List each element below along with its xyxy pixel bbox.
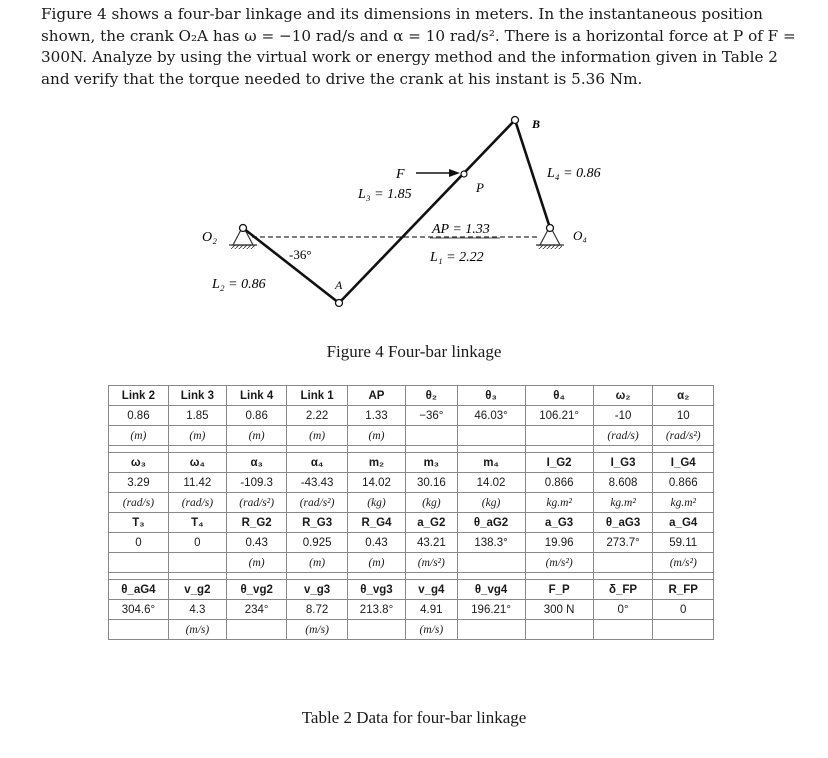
label-a: A — [335, 278, 343, 292]
table-row — [109, 493, 714, 513]
label-ap: AP = 1.33 — [432, 222, 490, 237]
figure-caption: Figure 4 Four-bar linkage — [326, 342, 502, 361]
table-cell: kg.m² — [525, 493, 593, 513]
table-cell: 14.02 — [457, 473, 525, 493]
table-cell — [109, 620, 169, 640]
table-cell: θ_vg4 — [457, 580, 525, 600]
point-p — [461, 171, 467, 177]
table-cell — [168, 573, 226, 580]
label-f: F — [396, 167, 405, 182]
table-cell: 2.22 — [287, 406, 347, 426]
table-cell: θ_aG4 — [109, 580, 169, 600]
table-row — [109, 580, 714, 600]
table-cell — [525, 426, 593, 446]
table-cell: 0 — [653, 600, 714, 620]
table-row — [109, 426, 714, 446]
table-cell: (rad/s) — [593, 426, 653, 446]
table-spacer-row — [109, 446, 714, 453]
table-cell: (m) — [347, 553, 405, 573]
table-cell: T₃ — [109, 513, 169, 533]
table-cell — [525, 620, 593, 640]
table-row — [109, 473, 714, 493]
table-cell — [593, 446, 653, 453]
table-cell: α₄ — [287, 453, 347, 473]
table-cell: F_P — [525, 580, 593, 600]
table-cell: Link 3 — [168, 386, 226, 406]
label-l4: L₄ = 0.86 — [547, 166, 601, 181]
table-row — [109, 386, 714, 406]
table-cell: 0.925 — [287, 533, 347, 553]
table-row — [109, 600, 714, 620]
table-cell: (m) — [109, 426, 169, 446]
table-row — [109, 513, 714, 533]
table-cell: R_G2 — [226, 513, 286, 533]
table-cell: (m/s²) — [525, 553, 593, 573]
table-cell: 0.866 — [653, 473, 714, 493]
table-cell: I_G4 — [653, 453, 714, 473]
table-cell: θ_aG3 — [593, 513, 653, 533]
force-arrowhead — [449, 169, 460, 177]
table-cell: (m) — [287, 553, 347, 573]
table-cell: 300 N — [525, 600, 593, 620]
table-cell: 19.96 — [525, 533, 593, 553]
label-o2: O₂ — [202, 230, 217, 245]
table-cell: (m/s) — [406, 620, 457, 640]
table-cell — [287, 573, 347, 580]
table-cell — [347, 573, 405, 580]
table-cell — [525, 446, 593, 453]
link-4-rocker — [515, 120, 550, 228]
joint-b — [512, 117, 519, 124]
joint-o4 — [547, 225, 554, 232]
table-cell: m₃ — [406, 453, 457, 473]
table-cell: 0.86 — [226, 406, 286, 426]
table-cell: (rad/s) — [168, 493, 226, 513]
table-cell: θ₂ — [406, 386, 457, 406]
table-cell: 273.7° — [593, 533, 653, 553]
table-cell: a_G2 — [406, 513, 457, 533]
table-cell: 304.6° — [109, 600, 169, 620]
table-cell: (kg) — [347, 493, 405, 513]
table-cell: (m/s²) — [406, 553, 457, 573]
table-cell — [226, 620, 286, 640]
table-cell: (rad/s²) — [226, 493, 286, 513]
table-cell: 0 — [168, 533, 226, 553]
table-cell: 196.21° — [457, 600, 525, 620]
table-cell: (rad/s) — [109, 493, 169, 513]
label-angle: -36° — [289, 247, 312, 262]
table-cell: (rad/s²) — [653, 426, 714, 446]
table-cell: 0.43 — [347, 533, 405, 553]
table-cell: δ_FP — [593, 580, 653, 600]
table-cell: AP — [347, 386, 405, 406]
table-cell: kg.m² — [653, 493, 714, 513]
table-cell: 4.91 — [406, 600, 457, 620]
table-cell: (m) — [226, 426, 286, 446]
table-cell — [226, 446, 286, 453]
table-cell — [653, 573, 714, 580]
label-l3: L₃ = 1.85 — [358, 187, 412, 202]
table-cell: α₂ — [653, 386, 714, 406]
table-cell — [109, 573, 169, 580]
table-cell: (rad/s²) — [287, 493, 347, 513]
label-o4: O₄ — [573, 228, 587, 243]
table-row — [109, 553, 714, 573]
table-cell: v_g3 — [287, 580, 347, 600]
table-cell — [168, 553, 226, 573]
table-cell — [653, 620, 714, 640]
table-cell — [457, 573, 525, 580]
table-cell: (m) — [226, 553, 286, 573]
table-cell — [347, 620, 405, 640]
table-cell: 14.02 — [347, 473, 405, 493]
table-cell: (m/s²) — [653, 553, 714, 573]
table-cell: 59.11 — [653, 533, 714, 553]
table-cell: m₂ — [347, 453, 405, 473]
table-cell: R_FP — [653, 580, 714, 600]
table-cell: ω₂ — [593, 386, 653, 406]
table-caption: Table 2 Data for four-bar linkage — [301, 708, 527, 727]
four-bar-linkage-figure — [196, 108, 636, 308]
table-cell: Link 2 — [109, 386, 169, 406]
table-cell — [109, 553, 169, 573]
table-cell: Link 1 — [287, 386, 347, 406]
table-cell: I_G3 — [593, 453, 653, 473]
table-cell: 0.43 — [226, 533, 286, 553]
table-cell — [593, 573, 653, 580]
table-cell: R_G4 — [347, 513, 405, 533]
table-cell: 1.85 — [168, 406, 226, 426]
table-cell: 8.608 — [593, 473, 653, 493]
table-cell: I_G2 — [525, 453, 593, 473]
table-cell: 43.21 — [406, 533, 457, 553]
table-cell: m₄ — [457, 453, 525, 473]
table-cell: θ_vg2 — [226, 580, 286, 600]
table-cell: 10 — [653, 406, 714, 426]
table-cell: -10 — [593, 406, 653, 426]
table-cell — [406, 426, 457, 446]
table-cell: 3.29 — [109, 473, 169, 493]
table-cell: Link 4 — [226, 386, 286, 406]
table-cell: (m) — [287, 426, 347, 446]
table-cell: 0.86 — [109, 406, 169, 426]
table-cell — [226, 573, 286, 580]
table-row — [109, 406, 714, 426]
table-cell: 1.33 — [347, 406, 405, 426]
table-cell: T₄ — [168, 513, 226, 533]
table-cell: θ_vg3 — [347, 580, 405, 600]
table-cell — [457, 446, 525, 453]
table-cell: v_g2 — [168, 580, 226, 600]
table-cell — [406, 573, 457, 580]
table-cell — [287, 446, 347, 453]
table-cell: kg.m² — [593, 493, 653, 513]
label-b: B — [532, 117, 541, 131]
table-cell: 138.3° — [457, 533, 525, 553]
table-cell: a_G3 — [525, 513, 593, 533]
table-cell: (m) — [168, 426, 226, 446]
label-l1: L₁ = 2.22 — [430, 250, 484, 265]
joint-a — [336, 300, 343, 307]
table-cell: 213.8° — [347, 600, 405, 620]
table-cell: α₃ — [226, 453, 286, 473]
table-cell: 0.866 — [525, 473, 593, 493]
label-l2: L₂ = 0.86 — [212, 277, 266, 292]
table-cell — [109, 446, 169, 453]
table-cell: (m) — [347, 426, 405, 446]
data-table — [108, 385, 714, 640]
table-cell — [457, 620, 525, 640]
table-cell: ω₃ — [109, 453, 169, 473]
table-cell — [457, 553, 525, 573]
table-cell: θ₄ — [525, 386, 593, 406]
table-cell — [593, 553, 653, 573]
joint-o2 — [240, 225, 247, 232]
table-cell: a_G4 — [653, 513, 714, 533]
table-cell — [457, 426, 525, 446]
link-3-coupler — [339, 120, 515, 303]
table-row — [109, 620, 714, 640]
table-cell — [347, 446, 405, 453]
table-cell: (m/s) — [168, 620, 226, 640]
table-cell: 0° — [593, 600, 653, 620]
table-cell: -109.3 — [226, 473, 286, 493]
table-row — [109, 533, 714, 553]
table-cell: −36° — [406, 406, 457, 426]
table-cell: 30.16 — [406, 473, 457, 493]
table-cell: 11.42 — [168, 473, 226, 493]
table-cell: (kg) — [406, 493, 457, 513]
label-p: P — [476, 180, 484, 195]
table-cell: θ₃ — [457, 386, 525, 406]
table-cell: θ_aG2 — [457, 513, 525, 533]
table-cell: ω₄ — [168, 453, 226, 473]
table-cell — [653, 446, 714, 453]
table-cell: 4.3 — [168, 600, 226, 620]
table-cell — [406, 446, 457, 453]
table-cell: R_G3 — [287, 513, 347, 533]
table-row — [109, 453, 714, 473]
table-spacer-row — [109, 573, 714, 580]
table-cell: 8.72 — [287, 600, 347, 620]
table-cell — [525, 573, 593, 580]
table-cell: 106.21° — [525, 406, 593, 426]
table-cell: 0 — [109, 533, 169, 553]
table-cell: 46.03° — [457, 406, 525, 426]
table-cell: (m/s) — [287, 620, 347, 640]
table-cell: (kg) — [457, 493, 525, 513]
problem-statement: Figure 4 shows a four-bar linkage and its dimensions in meters. In the instantaneous position shown, the crank O₂A has ω = −10 rad/s and α = 10 rad/s². There is a horizontal force at P of F = 300N. Analyze by using the virtual work or energy method and the information given in Table 2 and verify that the torque needed to drive the crank at his instant is 5.36 Nm. — [41, 5, 796, 88]
table-cell: v_g4 — [406, 580, 457, 600]
table-cell — [168, 446, 226, 453]
table-cell: 234° — [226, 600, 286, 620]
table-cell: -43.43 — [287, 473, 347, 493]
table-cell — [593, 620, 653, 640]
